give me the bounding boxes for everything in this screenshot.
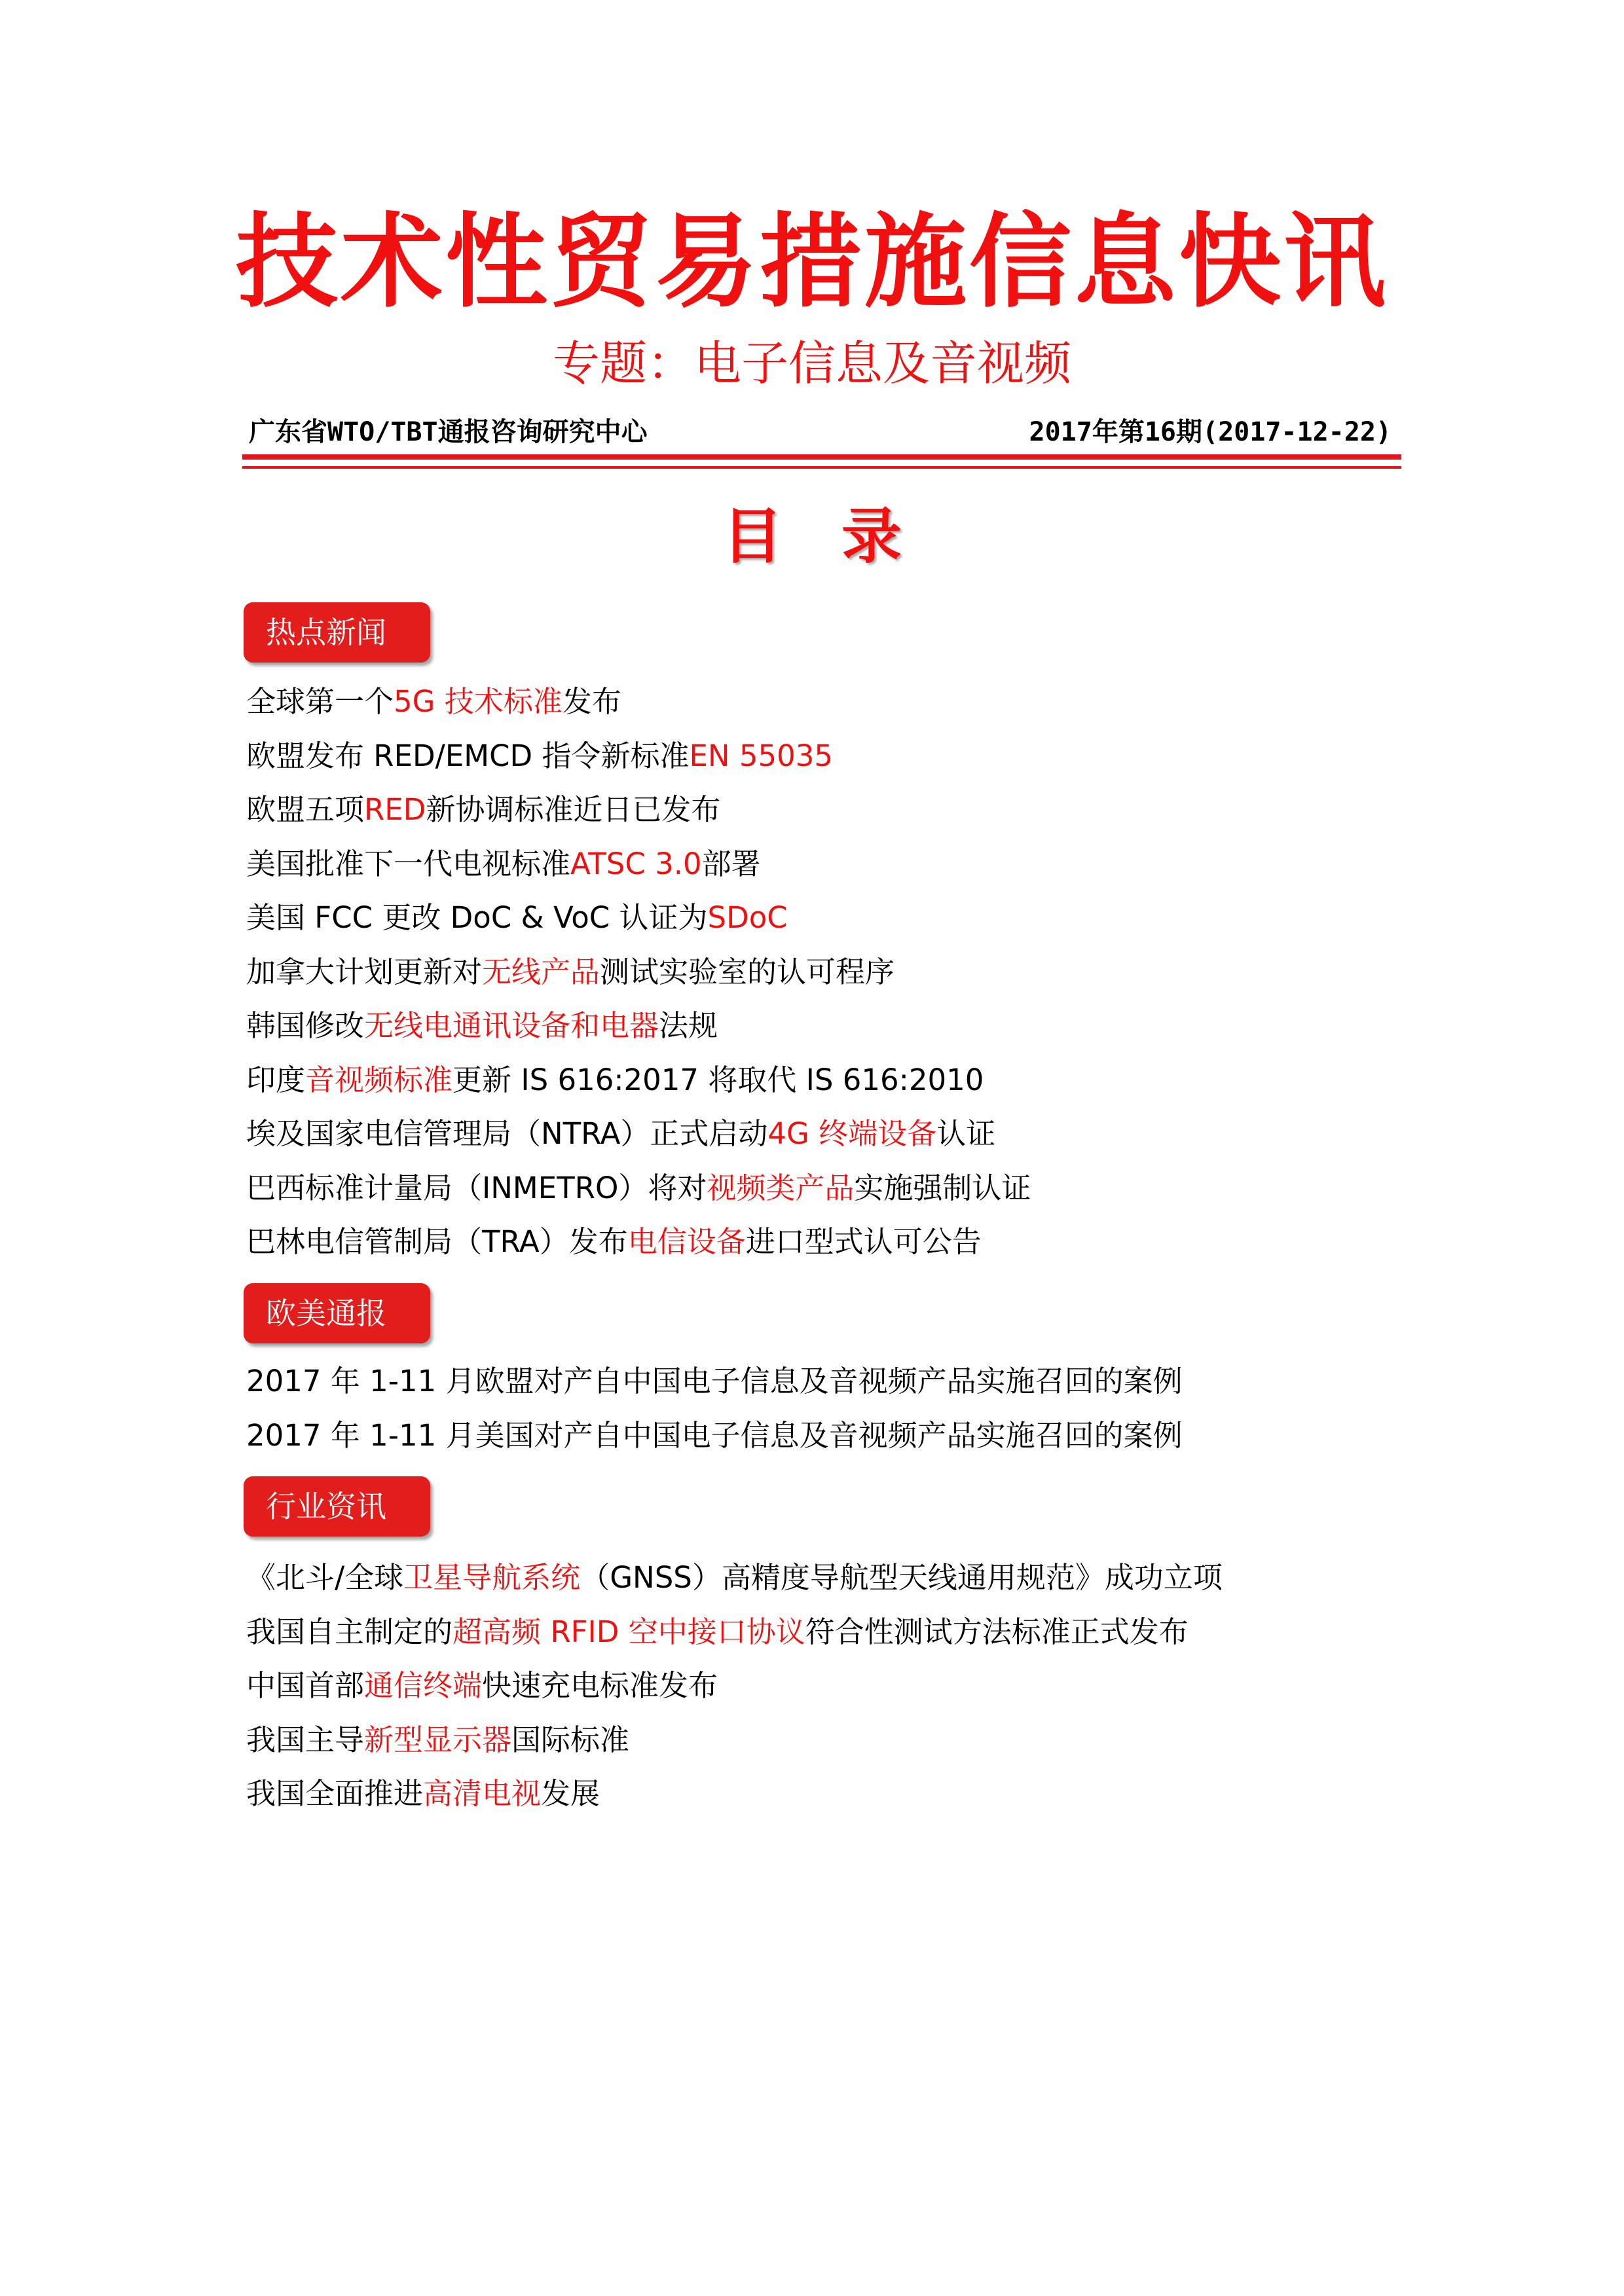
toc-item-highlight: SDoC [707, 900, 788, 935]
toc-item-text: 新协调标准近日已发布 [426, 792, 721, 827]
section-badge: 行业资讯 [244, 1476, 430, 1537]
toc-item-text: 加拿大计划更新对 [246, 954, 483, 989]
toc-item[interactable] [246, 1717, 629, 1763]
toc-item[interactable] [246, 841, 761, 887]
toc-item-text: 全球第一个 [246, 684, 394, 719]
toc-item-text: 法规 [659, 1008, 718, 1043]
toc-item-text: 我国主导 [246, 1722, 365, 1757]
toc-item-highlight: 超高频 RFID 空中接口协议 [452, 1614, 805, 1649]
toc-item-highlight: 音视频标准 [305, 1062, 453, 1097]
toc-item-text: 符合性测试方法标准正式发布 [805, 1614, 1189, 1649]
issuer-name: 广东省WTO/TBT通报咨询研究中心 [249, 417, 648, 447]
toc-item-text: 发布 [562, 684, 621, 719]
toc-item-highlight: EN 55035 [689, 738, 834, 773]
header-divider-thin [242, 466, 1401, 469]
toc-item[interactable] [246, 1111, 995, 1157]
toc-item-highlight: 无线电通讯设备和电器 [364, 1008, 659, 1043]
toc-item-highlight: 视频类产品 [707, 1170, 855, 1205]
toc-item-highlight: 5G 技术标准 [394, 684, 563, 719]
toc-item[interactable] [246, 733, 833, 779]
toc-item-text: 巴西标准计量局（INMETRO）将对 [246, 1170, 707, 1205]
toc-item-text: 韩国修改 [246, 1008, 365, 1043]
toc-item-text: 我国全面推进 [246, 1776, 424, 1811]
toc-item[interactable] [246, 679, 621, 725]
toc-item-text: 进口型式认可公告 [745, 1224, 982, 1259]
toc-item-text: 美国批准下一代电视标准 [246, 846, 571, 881]
toc-item[interactable] [246, 1555, 1223, 1601]
toc-item[interactable] [246, 1358, 1183, 1404]
toc-item-highlight: ATSC 3.0 [570, 846, 702, 881]
header-divider-thick [242, 454, 1401, 460]
toc-title: 目录 [722, 501, 961, 572]
toc-item-text: 国际标准 [511, 1722, 630, 1757]
toc-item-text: 更新 IS 616:2017 将取代 IS 616:2010 [452, 1062, 984, 1097]
newsletter-subtitle: 专题：电子信息及音视频 [552, 336, 1071, 391]
section-badge: 欧美通报 [244, 1283, 430, 1343]
toc-item-text: 《北斗/全球 [246, 1560, 404, 1595]
toc-item-text: 2017 年 1-11 月欧盟对产自中国电子信息及音视频产品实施召回的案例 [246, 1364, 1183, 1398]
toc-item-text: 美国 FCC 更改 DoC & VoC 认证为 [246, 900, 708, 935]
toc-item-highlight: 电信设备 [627, 1224, 746, 1259]
toc-item-highlight: 4G 终端设备 [767, 1116, 937, 1151]
toc-item-text: 印度 [246, 1062, 306, 1097]
toc-item[interactable] [246, 1771, 600, 1817]
toc-item-text: 测试实验室的认可程序 [600, 954, 895, 989]
toc-item-text: 我国自主制定的 [246, 1614, 453, 1649]
newsletter-title: 技术性贸易措施信息快讯 [236, 202, 1388, 321]
toc-item[interactable] [246, 949, 895, 995]
toc-item[interactable] [246, 787, 720, 833]
issue-number: 2017年第16期(2017-12-22) [1029, 417, 1392, 447]
toc-item-text: 2017 年 1-11 月美国对产自中国电子信息及音视频产品实施召回的案例 [246, 1417, 1183, 1453]
toc-item-text: 巴林电信管制局（TRA）发布 [246, 1224, 628, 1259]
toc-item-text: 中国首部 [246, 1668, 365, 1703]
toc-item-text: 认证 [936, 1116, 996, 1151]
toc-item-text: 部署 [701, 846, 761, 881]
toc-item-highlight: 卫星导航系统 [403, 1560, 581, 1595]
toc-item-text: （GNSS）高精度导航型天线通用规范》成功立项 [580, 1560, 1223, 1595]
toc-item[interactable] [246, 1663, 718, 1709]
toc-item-highlight: 无线产品 [482, 954, 600, 989]
toc-item-highlight: 通信终端 [364, 1668, 483, 1703]
toc-item-text: 发展 [541, 1776, 600, 1811]
toc-item-text: 欧盟五项 [246, 792, 365, 827]
toc-item[interactable] [246, 1219, 982, 1265]
toc-item[interactable] [246, 1003, 718, 1049]
toc-item-text: 欧盟发布 RED/EMCD 指令新标准 [246, 738, 690, 773]
toc-item-highlight: RED [364, 792, 426, 827]
toc-item-text: 埃及国家电信管理局（NTRA）正式启动 [246, 1116, 768, 1151]
toc-item-text: 快速充电标准发布 [482, 1668, 718, 1703]
toc-item-text: 实施强制认证 [854, 1170, 1031, 1205]
toc-item[interactable] [246, 1165, 1031, 1211]
toc-item[interactable] [246, 1413, 1183, 1459]
toc-item[interactable] [246, 1609, 1189, 1655]
toc-item-highlight: 新型显示器 [364, 1722, 512, 1757]
toc-item[interactable] [246, 895, 788, 941]
toc-item[interactable] [246, 1057, 984, 1103]
section-badge: 热点新闻 [244, 602, 430, 663]
toc-item-highlight: 高清电视 [423, 1776, 542, 1811]
